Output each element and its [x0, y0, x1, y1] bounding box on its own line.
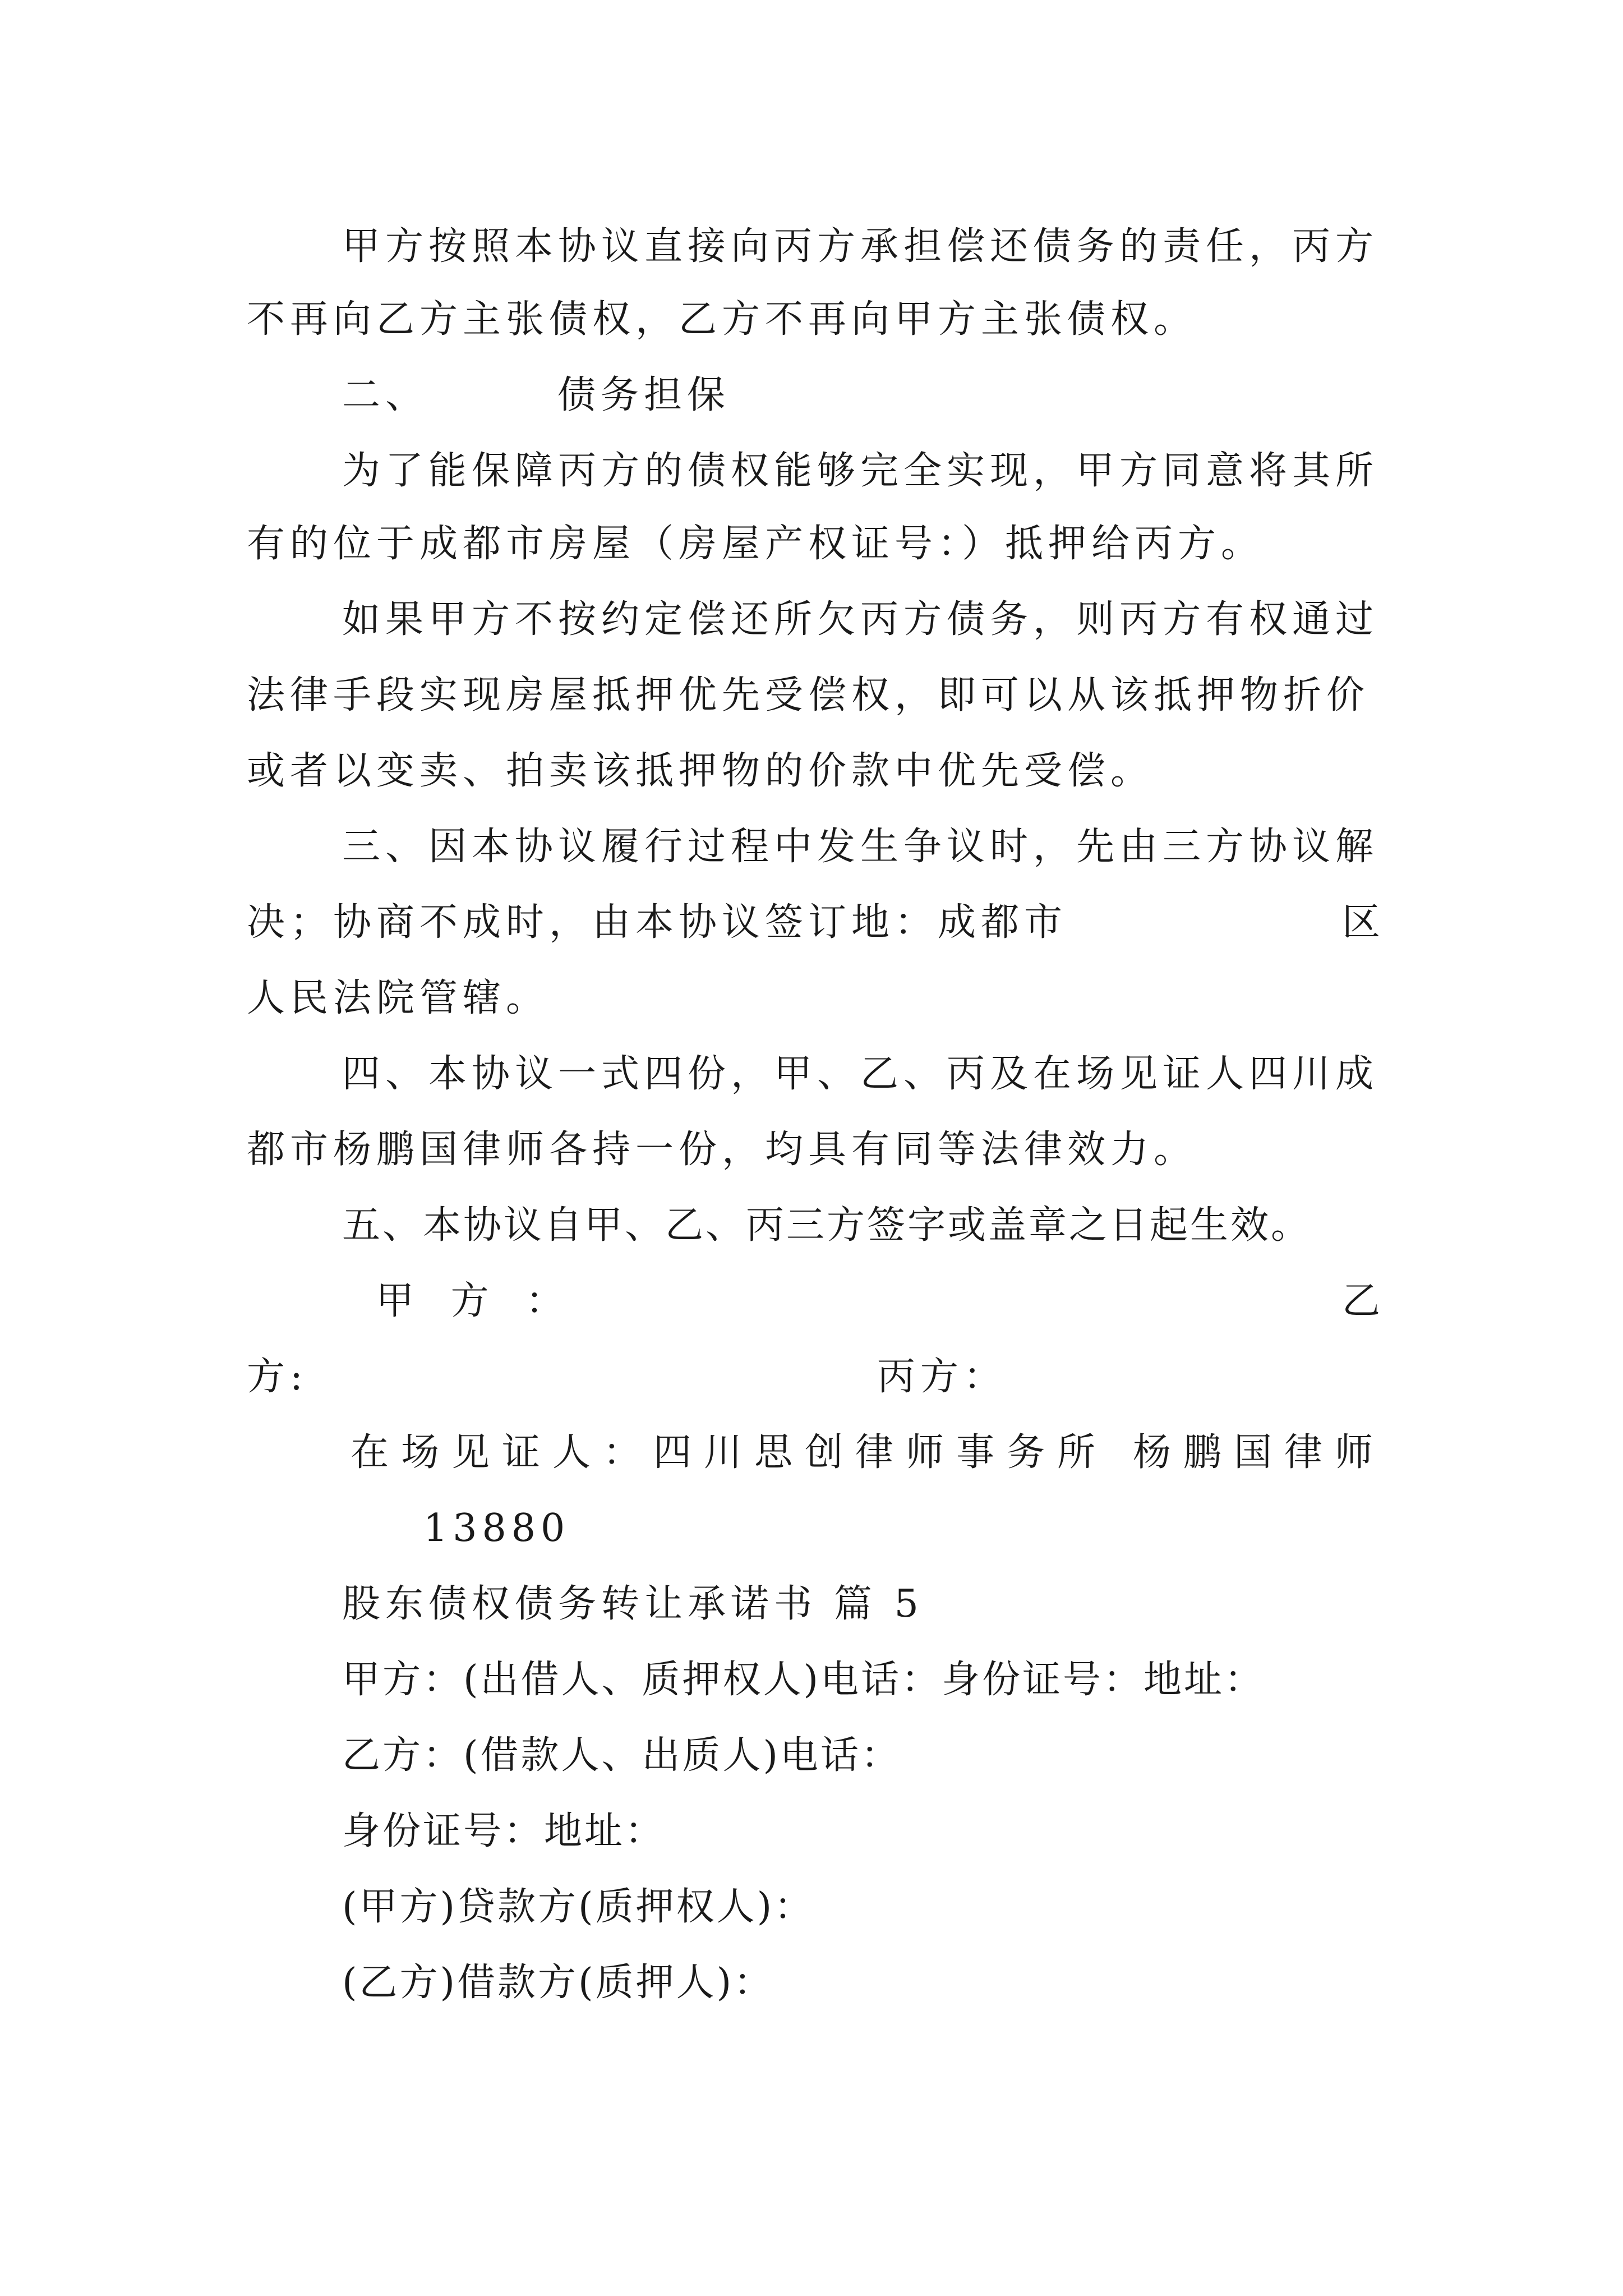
paragraph-line [342, 1203, 1385, 1248]
text-line: 乙方：(借款人、出质人)电话： [342, 1733, 902, 1778]
section-heading [342, 373, 1385, 418]
paragraph-line [342, 1961, 1385, 2005]
text-line: (乙方)借款方(质押人)： [342, 1961, 774, 2005]
party-c-label: 丙方： [877, 1355, 1007, 1399]
witness-line [351, 1430, 1385, 1475]
text-line: 如果甲方不按约定偿还所欠丙方债务，则丙方有权通过 [342, 597, 1379, 642]
paragraph-line [247, 673, 1385, 718]
witness-firm: 在场见证人：四川思创律师事务所 [351, 1430, 1108, 1475]
title-line [342, 1582, 1385, 1627]
signature-line [247, 1355, 1385, 1400]
section-title: 债务担保 [557, 373, 731, 417]
text-line: 决；协商不成时，由本协议签订地：成都市 [247, 900, 1068, 945]
paragraph-line [247, 749, 1385, 794]
text-line: 有的位于成都市房屋（房屋产权证号：）抵押给丙方。 [247, 522, 1265, 566]
paragraph-line [247, 1128, 1385, 1172]
paragraph-line [342, 597, 1385, 642]
text-line: 为了能保障丙方的债权能够完全实现，甲方同意将其所 [342, 449, 1379, 493]
text-line: 法律手段实现房屋抵押优先受偿权，即可以从该抵押物折价 [247, 673, 1370, 717]
paragraph-line [342, 825, 1385, 869]
text-line: 甲方：(出借人、质押权人)电话：身份证号：地址： [342, 1658, 1265, 1702]
text-line: 三、因本协议履行过程中发生争议时，先由三方协议解 [342, 825, 1379, 869]
party-b-char: 乙 [1341, 1279, 1385, 1323]
section-number: 二、 [342, 373, 429, 417]
party-a-label: 甲 方 ： [376, 1279, 577, 1323]
paragraph-line [247, 522, 1385, 567]
paragraph-line [342, 449, 1385, 494]
text-line: 或者以变卖、拍卖该抵押物的价款中优先受偿。 [247, 749, 1154, 793]
text-line: 身份证号：地址： [342, 1809, 666, 1853]
text-line: 四、本协议一式四份，甲、乙、丙及在场见证人四川成 [342, 1052, 1379, 1096]
party-b-label: 方: [247, 1355, 308, 1399]
paragraph-line [342, 1885, 1385, 1930]
witness-lawyer: 杨鹏国律师 [1132, 1430, 1385, 1475]
paragraph-line [342, 1052, 1385, 1097]
text-line: 五、本协议自甲、乙、丙三方签字或盖章之日起生效。 [342, 1203, 1312, 1248]
text-line: 甲方按照本协议直接向丙方承担偿还债务的责任，丙方 [342, 224, 1379, 269]
paragraph-line [342, 1733, 1385, 1778]
paragraph-line [342, 224, 1385, 269]
title-section-tag: 篇 5 [834, 1582, 924, 1626]
signature-line [376, 1279, 1385, 1324]
witness-phone [423, 1506, 1562, 1551]
paragraph-line [247, 976, 1385, 1021]
text-line: (甲方)贷款方(质押权人)： [342, 1885, 815, 1929]
paragraph-line [342, 1658, 1385, 1703]
paragraph-line [247, 900, 1385, 945]
text-line: 不再向乙方主张债权，乙方不再向甲方主张债权。 [247, 297, 1197, 342]
phone-number: 13880 [423, 1506, 570, 1550]
paragraph-line [247, 297, 1385, 342]
text-line: 都市杨鹏国律师各持一份，均具有同等法律效力。 [247, 1128, 1197, 1172]
paragraph-line [342, 1809, 1385, 1854]
district-char: 区 [1341, 900, 1385, 945]
text-line: 人民法院管辖。 [247, 976, 550, 1020]
document-title: 股东债权债务转让承诺书 [342, 1582, 818, 1626]
